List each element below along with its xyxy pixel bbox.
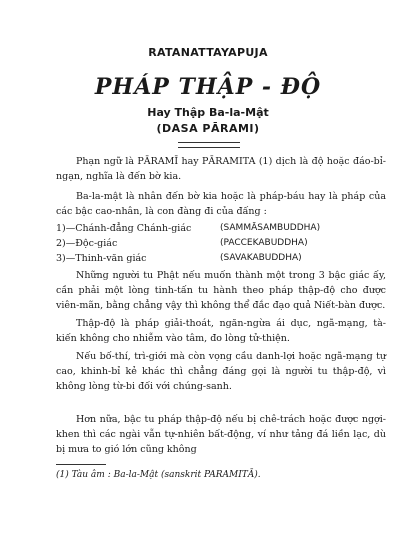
paragraph-6: Hơn nữa, bậc tu pháp thập-độ nếu bị chê-trách hoặc được ngợi-khen thì các ngài vẫn tự-nhiên bất-động, ví như tảng đá liền lạc, dù bị mưa to gió lớn cũng không [56,414,386,455]
list-item-term: (PACCEKABUDDHA) [220,238,308,248]
list-item-term: (SAVAKABUDDHA) [220,253,302,263]
enlightenment-list [56,221,386,266]
paragraph-4: Thập-độ là pháp giải-thoát, ngăn-ngừa ái dục, ngã-mạng, tà-kiến không cho nhiễm vào tâm, đo lòng tử-thiện. [56,318,386,344]
list-item [56,221,386,236]
chapter-title: PHÁP THẬP - ĐỘ [94,74,322,100]
list-item-label: 1)—Chánh-đẳng Chánh-giác [56,223,192,234]
paragraph-3: Những người tu Phật nếu muốn thành một trong 3 bậc giác ấy, cần phải một lòng tinh-tấn tu hành theo pháp thập-độ cho được viên-mãn, bằng chẳng vậy thì không thể đắc đạo quả Niết-bàn được. [56,270,386,311]
list-item [56,251,386,266]
list-item [56,236,386,251]
footnote-divider [56,464,106,465]
list-item-term: (SAMMĀSAMBUDDHA) [220,223,321,233]
title-ornament [178,142,240,148]
paragraph-5: Nếu bố-thí, trì-giới mà còn vọng cầu danh-lợi hoặc ngã-mạng tự cao, khinh-bỉ kẻ khác thì chẳng đáng gọi là người tu thập-độ, vì không lòng từ-bi đối với chúng-sanh. [56,351,386,392]
running-header: RATANATTAYAPUJA [148,46,268,59]
paragraph-1: Phạn ngữ là PĀRAMĪ hay PĀRAMITA (1) dịch là độ hoặc đáo-bỉ-ngạn, nghĩa là đến bờ kia. [56,156,386,182]
list-item-label: 2)—Độc-giác [56,238,118,249]
footnote: (1) Tàu âm : Ba-la-Mật (sanskrit PARAMITĀ). [56,470,261,480]
chapter-subtitle: Hay Thập Ba-la-Mật [147,106,269,119]
chapter-subtitle-pali: (DASA PĀRAMI) [156,122,260,135]
paragraph-2: Ba-la-mật là nhân đến bờ kia hoặc là pháp-báu hay là pháp của các bậc cao-nhân, là con đàng đi của đấng : [56,191,386,217]
list-item-label: 3)—Thinh-văn giác [56,253,147,264]
